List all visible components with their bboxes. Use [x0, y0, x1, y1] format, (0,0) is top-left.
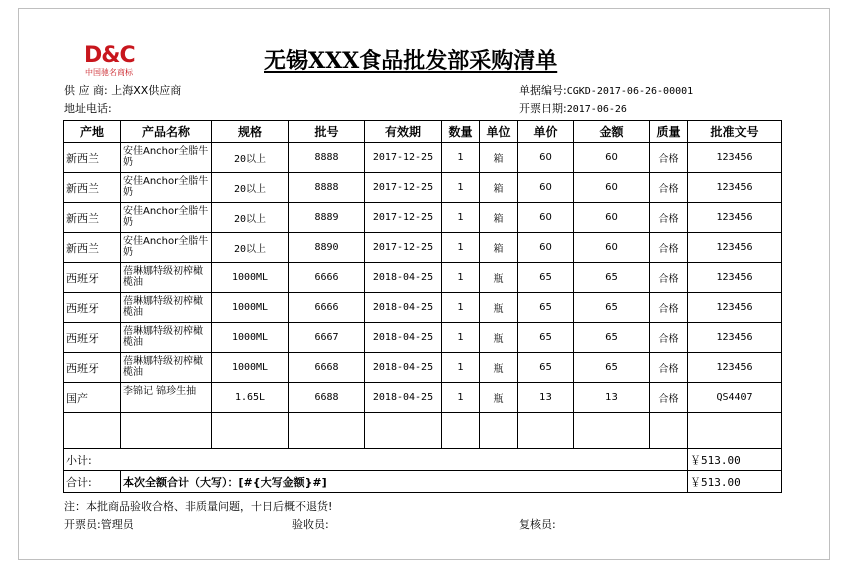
cell-unit-price: 65 [518, 353, 574, 383]
cell-expiry: 2018-04-25 [365, 323, 442, 353]
reviewer-label: 复核员: [519, 518, 556, 531]
cell-unit-price: 60 [518, 233, 574, 263]
cell-quantity: 1 [442, 383, 480, 413]
cell-unit-price: 65 [518, 323, 574, 353]
issue-date-line [519, 102, 627, 117]
issuer-line [64, 518, 134, 532]
address-label: 地址电话: [64, 102, 112, 115]
col-unit-price: 单价 [518, 121, 574, 143]
cell-amount: 65 [574, 323, 650, 353]
cell-spec: 1000ML [212, 353, 289, 383]
cell-unit: 箱 [480, 173, 518, 203]
table-row [64, 143, 782, 173]
cell-quantity: 1 [442, 143, 480, 173]
cell-origin: 新西兰 [64, 233, 121, 263]
cell-unit: 箱 [480, 233, 518, 263]
issue-date-value: 2017-06-26 [566, 104, 627, 115]
table-header-row [64, 121, 782, 143]
col-unit: 单位 [480, 121, 518, 143]
reviewer-line [519, 518, 556, 532]
cell-batch-no: 8889 [289, 203, 365, 233]
cell-origin: 西班牙 [64, 293, 121, 323]
cell-origin: 西班牙 [64, 263, 121, 293]
cell-spec: 1000ML [212, 323, 289, 353]
col-approval-no: 批准文号 [688, 121, 782, 143]
cell-amount: 65 [574, 263, 650, 293]
supplier-label: 供 应 商: [64, 84, 108, 97]
cell-amount: 13 [574, 383, 650, 413]
col-quantity: 数量 [442, 121, 480, 143]
cell-approval-no: 123456 [688, 293, 782, 323]
cell-quality: 合格 [650, 173, 688, 203]
cell-spec: 1.65L [212, 383, 289, 413]
brand-logo [84, 44, 154, 80]
cell-product-name: 蓓琳娜特级初榨橄榄油 [121, 353, 212, 383]
cell-unit: 瓶 [480, 293, 518, 323]
cell-expiry: 2017-12-25 [365, 143, 442, 173]
cell-unit: 瓶 [480, 263, 518, 293]
cell-unit: 瓶 [480, 323, 518, 353]
cell-quantity: 1 [442, 263, 480, 293]
cell-batch-no: 8888 [289, 173, 365, 203]
cell-product-name: 安佳Anchor全脂牛奶 [121, 233, 212, 263]
cell-batch-no: 6666 [289, 263, 365, 293]
table-row [64, 353, 782, 383]
subtotal-label: 小计: [64, 449, 688, 471]
cell-quality: 合格 [650, 233, 688, 263]
receiver-label: 验收员: [292, 518, 329, 531]
footer-note: 注：本批商品验收合格、非质量问题，十日后概不退货! [64, 500, 333, 513]
total-row [64, 471, 782, 493]
cell-expiry: 2018-04-25 [365, 263, 442, 293]
col-amount: 金额 [574, 121, 650, 143]
cell-unit: 瓶 [480, 353, 518, 383]
cell-batch-no: 6666 [289, 293, 365, 323]
logo-mark: D&C [84, 43, 135, 68]
cell-product-name: 安佳Anchor全脂牛奶 [121, 203, 212, 233]
cell-origin: 西班牙 [64, 323, 121, 353]
cell-quantity: 1 [442, 203, 480, 233]
col-batch-no: 批号 [289, 121, 365, 143]
table-row-empty [64, 413, 782, 449]
issuer-label: 开票员: [64, 518, 101, 531]
table-row [64, 173, 782, 203]
cell-quantity: 1 [442, 233, 480, 263]
cell-approval-no: 123456 [688, 233, 782, 263]
table-row [64, 233, 782, 263]
cell-unit-price: 65 [518, 263, 574, 293]
table-row [64, 293, 782, 323]
cell-origin: 国产 [64, 383, 121, 413]
cell-origin: 新西兰 [64, 143, 121, 173]
doc-number-value: CGKD-2017-06-26-00001 [566, 86, 694, 97]
cell-amount: 60 [574, 143, 650, 173]
purchase-table [63, 120, 782, 493]
cell-approval-no: 123456 [688, 203, 782, 233]
cell-approval-no: 123456 [688, 323, 782, 353]
doc-number-line [519, 84, 693, 99]
cell-amount: 60 [574, 233, 650, 263]
cell-approval-no: 123456 [688, 173, 782, 203]
cell-spec: 20以上 [212, 203, 289, 233]
cell-batch-no: 6668 [289, 353, 365, 383]
cell-approval-no: 123456 [688, 353, 782, 383]
cell-quality: 合格 [650, 143, 688, 173]
table-row [64, 323, 782, 353]
issue-date-label: 开票日期: [519, 102, 567, 115]
table-row [64, 203, 782, 233]
subtotal-row [64, 449, 782, 471]
cell-batch-no: 6667 [289, 323, 365, 353]
cell-amount: 60 [574, 173, 650, 203]
cell-quantity: 1 [442, 323, 480, 353]
cell-quality: 合格 [650, 263, 688, 293]
cell-unit-price: 60 [518, 203, 574, 233]
cell-unit-price: 60 [518, 173, 574, 203]
col-quality: 质量 [650, 121, 688, 143]
cell-approval-no: 123456 [688, 143, 782, 173]
issuer-value: 管理员 [100, 518, 134, 531]
cell-batch-no: 8890 [289, 233, 365, 263]
subtotal-value: ￥513.00 [688, 449, 782, 471]
cell-spec: 20以上 [212, 233, 289, 263]
document-title: 无锡XXX食品批发部采购清单 [264, 48, 558, 74]
col-expiry: 有效期 [365, 121, 442, 143]
total-in-words: 本次全额合计（大写）：[#{大写金额}#] [121, 471, 688, 493]
cell-expiry: 2017-12-25 [365, 173, 442, 203]
cell-expiry: 2017-12-25 [365, 233, 442, 263]
logo-subtitle: 中国驰名商标 [85, 68, 133, 77]
cell-unit-price: 13 [518, 383, 574, 413]
table-row [64, 383, 782, 413]
cell-quality: 合格 [650, 203, 688, 233]
cell-expiry: 2018-04-25 [365, 293, 442, 323]
total-value: ￥513.00 [688, 471, 782, 493]
cell-expiry: 2018-04-25 [365, 383, 442, 413]
doc-number-label: 单据编号: [519, 84, 567, 97]
cell-spec: 1000ML [212, 263, 289, 293]
cell-unit-price: 65 [518, 293, 574, 323]
cell-unit-price: 60 [518, 143, 574, 173]
cell-origin: 新西兰 [64, 203, 121, 233]
address-line [64, 102, 112, 116]
cell-amount: 65 [574, 293, 650, 323]
cell-spec: 20以上 [212, 143, 289, 173]
cell-batch-no: 6688 [289, 383, 365, 413]
total-label: 合计: [64, 471, 121, 493]
cell-origin: 西班牙 [64, 353, 121, 383]
cell-unit: 瓶 [480, 383, 518, 413]
cell-expiry: 2017-12-25 [365, 203, 442, 233]
cell-quality: 合格 [650, 353, 688, 383]
cell-quantity: 1 [442, 293, 480, 323]
cell-amount: 65 [574, 353, 650, 383]
cell-product-name: 蓓琳娜特级初榨橄榄油 [121, 323, 212, 353]
cell-unit: 箱 [480, 203, 518, 233]
supplier-value: 上海XX供应商 [111, 84, 182, 97]
cell-quality: 合格 [650, 383, 688, 413]
cell-product-name: 安佳Anchor全脂牛奶 [121, 143, 212, 173]
cell-quantity: 1 [442, 353, 480, 383]
cell-spec: 20以上 [212, 173, 289, 203]
cell-approval-no: QS4407 [688, 383, 782, 413]
table-row [64, 263, 782, 293]
cell-spec: 1000ML [212, 293, 289, 323]
cell-product-name: 蓓琳娜特级初榨橄榄油 [121, 293, 212, 323]
cell-expiry: 2018-04-25 [365, 353, 442, 383]
supplier-line [64, 84, 181, 98]
col-spec: 规格 [212, 121, 289, 143]
cell-product-name: 李锦记 锦珍生抽 [121, 383, 212, 413]
col-product-name: 产品名称 [121, 121, 212, 143]
cell-batch-no: 8888 [289, 143, 365, 173]
cell-quality: 合格 [650, 293, 688, 323]
cell-product-name: 蓓琳娜特级初榨橄榄油 [121, 263, 212, 293]
cell-origin: 新西兰 [64, 173, 121, 203]
cell-quality: 合格 [650, 323, 688, 353]
col-origin: 产地 [64, 121, 121, 143]
cell-amount: 60 [574, 203, 650, 233]
cell-approval-no: 123456 [688, 263, 782, 293]
cell-quantity: 1 [442, 173, 480, 203]
receiver-line [292, 518, 329, 532]
cell-unit: 箱 [480, 143, 518, 173]
cell-product-name: 安佳Anchor全脂牛奶 [121, 173, 212, 203]
